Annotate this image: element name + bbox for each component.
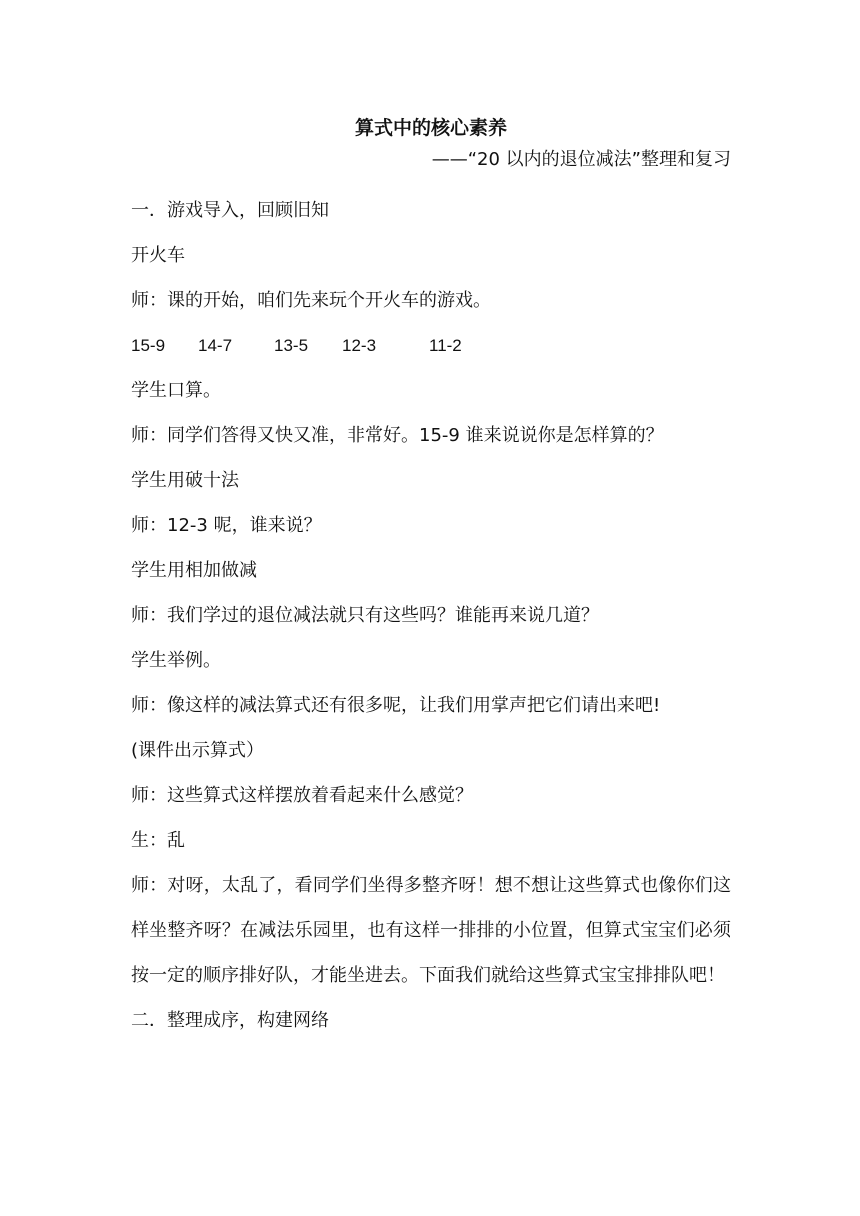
document-title: 算式中的核心素养 (354, 117, 507, 139)
text-line: 学生口算。 (131, 380, 221, 401)
expression: 13-5 (274, 336, 309, 355)
text-line: 开火车 (131, 245, 185, 266)
text-line: 师：课的开始，咱们先来玩个开火车的游戏。 (131, 290, 491, 311)
expression: 15-9 (131, 336, 166, 355)
expression: 11-2 (429, 336, 462, 355)
text-line: 学生用破十法 (131, 470, 239, 491)
text-line: 生：乱 (131, 830, 185, 851)
text-line: 师：像这样的减法算式还有很多呢，让我们用掌声把它们请出来吧! (131, 695, 661, 716)
section-heading-1: 一．游戏导入，回顾旧知 (131, 200, 329, 221)
text-line: 学生用相加做减 (131, 560, 257, 581)
text-line: 学生举例。 (131, 650, 221, 671)
document-page (131, 112, 731, 1043)
text-paragraph: 师：对呀，太乱了，看同学们坐得多整齐呀！想不想让这些算式也像你们这样坐整齐呀？在减法乐园里，也有这样一排排的小位置，但算式宝宝们必须按一定的顺序排好队，才能坐进去。下面我们就给这些算式宝宝排排队吧！ (131, 875, 731, 986)
text-line: 师：12-3 呢，谁来说？ (131, 515, 322, 536)
text-line: (课件出示算式） (131, 740, 265, 761)
expression-row (131, 323, 731, 368)
text-line: 师：我们学过的退位减法就只有这些吗？谁能再来说几道？ (131, 605, 599, 626)
text-line: 师：同学们答得又快又准，非常好。15-9 谁来说说你是怎样算的？ (131, 425, 664, 446)
section-heading-2: 二．整理成序，构建网络 (131, 1010, 329, 1031)
document-subtitle: ——“20 以内的退位减法”整理和复习 (431, 149, 731, 170)
expression: 12-3 (342, 336, 377, 355)
expression: 14-7 (198, 336, 233, 355)
text-line: 师：这些算式这样摆放着看起来什么感觉？ (131, 785, 473, 806)
